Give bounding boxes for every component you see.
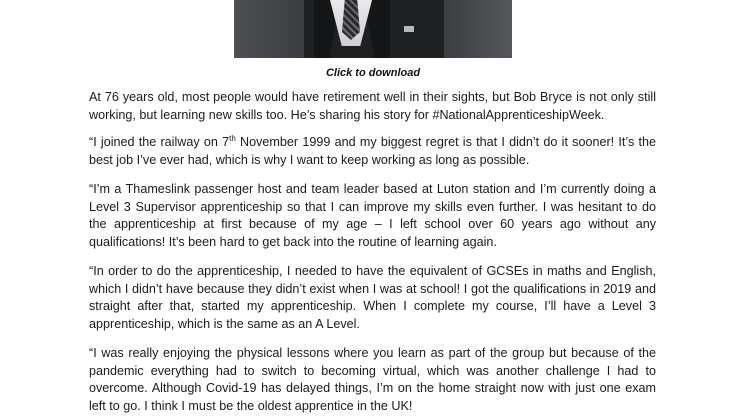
paragraph-lessons: “I was really enjoying the physical lessons where you learn as part of the group but because of the pandemic everything had to switch to becoming virtual, which was another challenge I had to overcome. Although Covid-19 has delayed things, I’m on the home straight now with just one exam left to go. I think I must be the oldest apprentice in the UK!	[89, 346, 656, 413]
ordinal-suffix: th	[229, 134, 236, 143]
photo-background-right	[442, 0, 512, 58]
paragraph-qualifications: “In order to do the apprenticeship, I needed to have the equivalent of GCSEs in maths and English, which I didn’t have because they didn’t exist when I was at school! I got the qualifications in 2019 and straight after that, started my apprenticeship. When I complete my course, I’ll have a Level 3 apprenticeship, which is the same as an A Level.	[89, 264, 656, 331]
photo-name-badge	[404, 26, 414, 32]
paragraph-text: November 1999 and my biggest regret is that I didn’t do it sooner! It’s the best job I’ve ever had, which is why I want to keep working as long as possible.	[89, 135, 656, 167]
paragraph-intro: At 76 years old, most people would have retirement well in their sights, but Bob Bryce is not only still working, but learning new skills too. He’s sharing his story for #NationalApprenticeshipWeek.	[89, 90, 656, 122]
paragraph-text: “I joined the railway on 7	[89, 135, 230, 149]
photo-background-left	[234, 0, 304, 58]
photo-tie	[342, 0, 360, 40]
paragraph-role: “I’m a Thameslink passenger host and team leader based at Luton station and I’m currently doing a Level 3 Supervisor apprenticeship so that I can improve my skills even further. I was hesitant to do the apprenticeship at first because of my age – I left school over 60 years ago without any qualifications! It’s been hard to get back into the routine of learning again.	[89, 182, 656, 249]
download-link[interactable]: Click to download	[325, 67, 421, 79]
article-photo[interactable]	[234, 0, 512, 58]
paragraph-joined-railway	[89, 134, 656, 169]
